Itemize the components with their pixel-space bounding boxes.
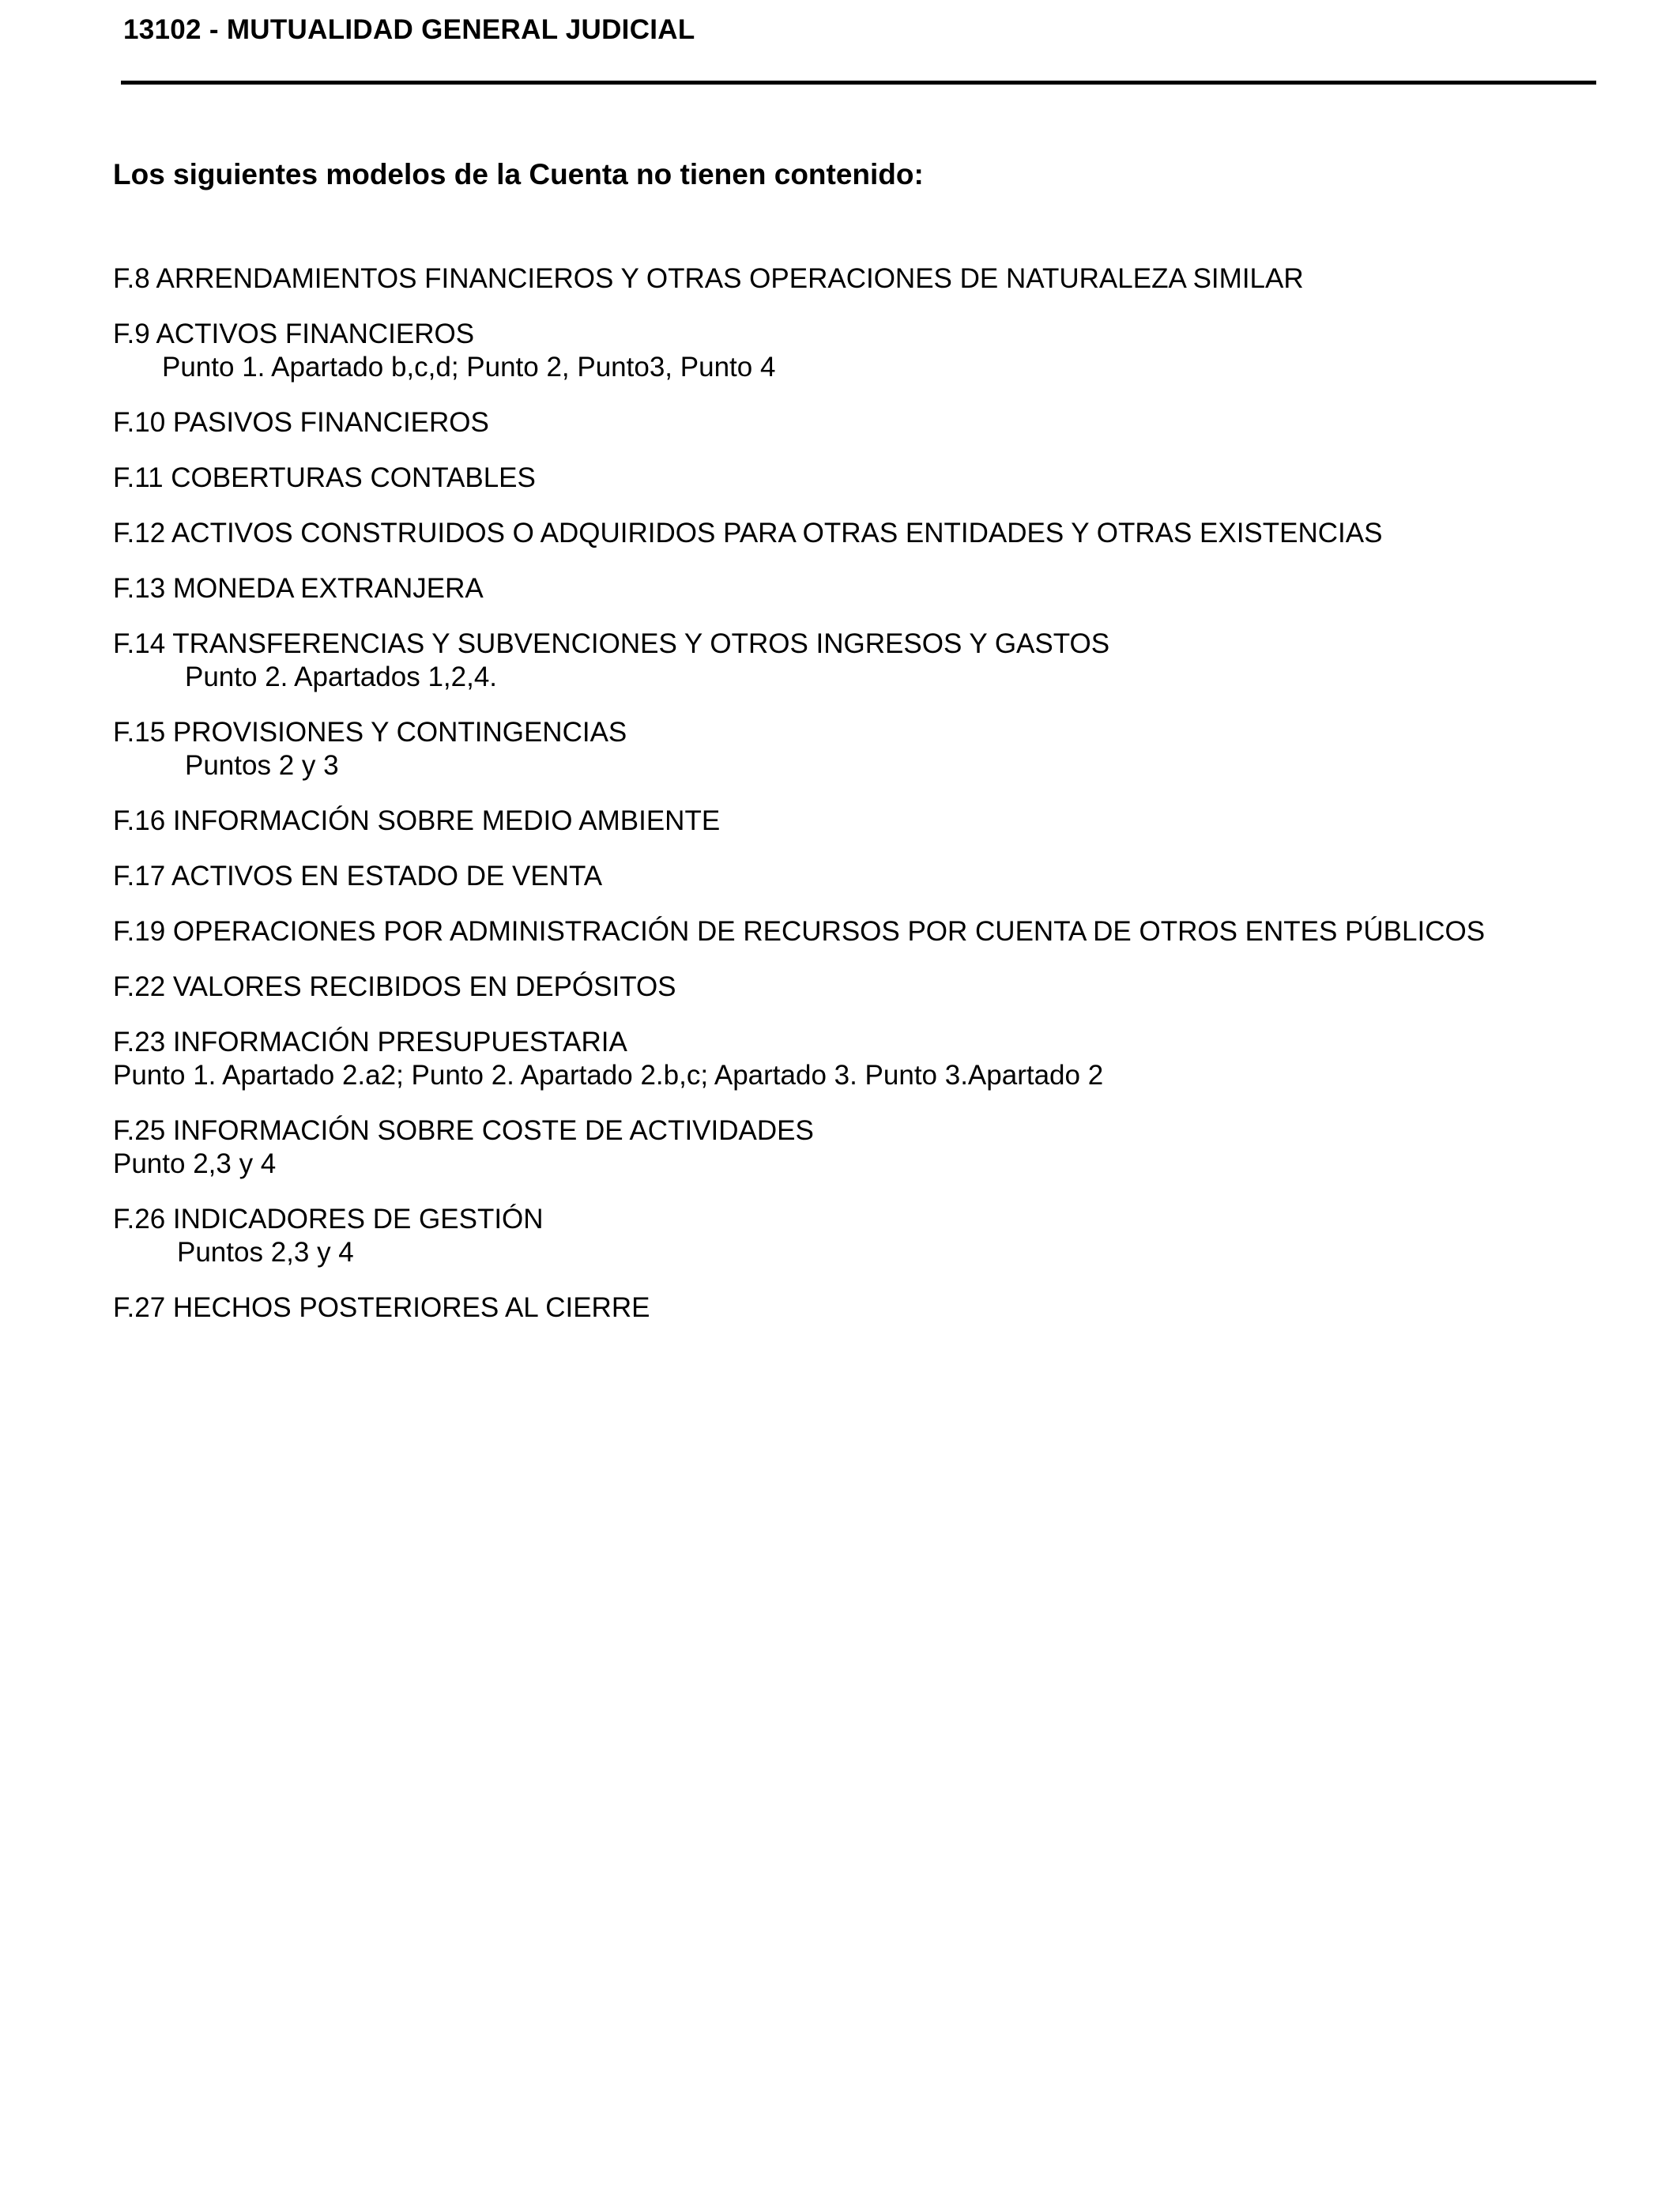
list-item — [113, 1026, 1614, 1092]
list-item — [113, 915, 1614, 948]
list-item — [113, 517, 1614, 550]
list-item — [113, 1203, 1614, 1269]
entry-title: F.19 OPERACIONES POR ADMINISTRACIÓN DE RECURSOS POR CUENTA DE OTROS ENTES PÚBLICOS — [113, 916, 1486, 947]
intro-heading: Los siguientes modelos de la Cuenta no tienen contenido: — [113, 158, 924, 190]
entry-title: F.17 ACTIVOS EN ESTADO DE VENTA — [113, 861, 603, 892]
list-item — [113, 462, 1614, 495]
list-item — [113, 318, 1614, 384]
list-item — [113, 860, 1614, 893]
entry-title: F.13 MONEDA EXTRANJERA — [113, 573, 484, 604]
list-item — [113, 628, 1614, 694]
entry-title: F.27 HECHOS POSTERIORES AL CIERRE — [113, 1292, 650, 1323]
entry-detail: Punto 1. Apartado 2.a2; Punto 2. Apartado 2.b,c; Apartado 3. Punto 3.Apartado 2 — [113, 1060, 1104, 1091]
list-item — [113, 716, 1614, 782]
list-item — [113, 1291, 1614, 1325]
entry-title: F.12 ACTIVOS CONSTRUIDOS O ADQUIRIDOS PARA OTRAS ENTIDADES Y OTRAS EXISTENCIAS — [113, 518, 1383, 548]
entry-title: F.16 INFORMACIÓN SOBRE MEDIO AMBIENTE — [113, 805, 721, 836]
list-item — [113, 262, 1614, 296]
entry-title: F.23 INFORMACIÓN PRESUPUESTARIA — [113, 1027, 627, 1057]
entry-title: F.8 ARRENDAMIENTOS FINANCIEROS Y OTRAS OPERACIONES DE NATURALEZA SIMILAR — [113, 263, 1304, 294]
entry-detail: Puntos 2,3 y 4 — [177, 1237, 354, 1268]
entry-detail: Punto 2,3 y 4 — [113, 1148, 277, 1179]
entry-detail: Punto 2. Apartados 1,2,4. — [185, 662, 498, 692]
entry-detail: Punto 1. Apartado b,c,d; Punto 2, Punto3, Punto 4 — [162, 352, 776, 383]
list-item — [113, 971, 1614, 1004]
entry-title: F.26 INDICADORES DE GESTIÓN — [113, 1204, 544, 1235]
entry-title: F.25 INFORMACIÓN SOBRE COSTE DE ACTIVIDADES — [113, 1115, 814, 1146]
entry-title: F.10 PASIVOS FINANCIEROS — [113, 407, 489, 438]
list-item — [113, 406, 1614, 439]
entry-title: F.22 VALORES RECIBIDOS EN DEPÓSITOS — [113, 971, 676, 1002]
list-item — [113, 1114, 1614, 1181]
page-header-title: 13102 - MUTUALIDAD GENERAL JUDICIAL — [123, 14, 695, 45]
list-item — [113, 805, 1614, 838]
entry-title: F.15 PROVISIONES Y CONTINGENCIAS — [113, 717, 627, 748]
header-divider — [121, 81, 1596, 85]
entry-title: F.14 TRANSFERENCIAS Y SUBVENCIONES Y OTROS INGRESOS Y GASTOS — [113, 628, 1110, 659]
entry-title: F.9 ACTIVOS FINANCIEROS — [113, 319, 475, 349]
list-item — [113, 572, 1614, 605]
model-list — [113, 262, 1614, 1347]
entry-detail: Puntos 2 y 3 — [185, 750, 339, 781]
entry-title: F.11 COBERTURAS CONTABLES — [113, 462, 536, 493]
